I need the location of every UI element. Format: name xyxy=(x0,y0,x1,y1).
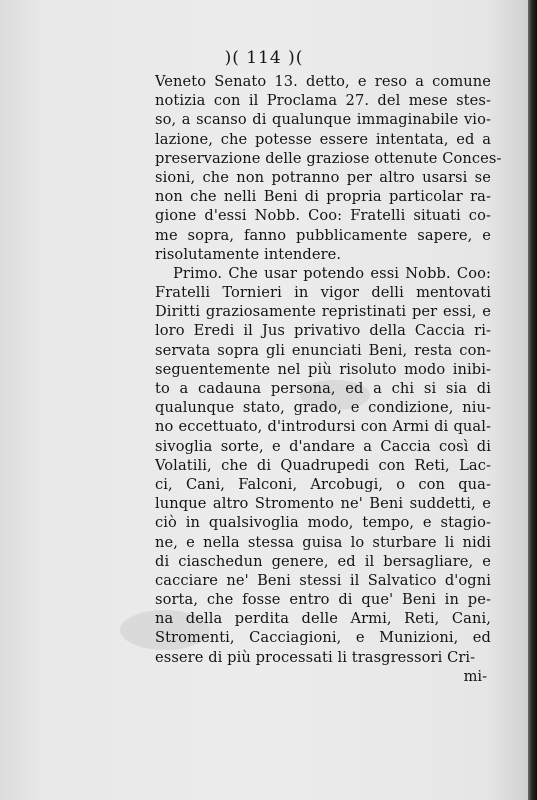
text-line: qualunque stato, grado, e condizione, niu- xyxy=(155,399,491,417)
text-line: non che nelli Beni di propria particolar ra- xyxy=(155,188,491,206)
text-line: notizia con il Proclama 27. del mese stes- xyxy=(155,92,491,110)
text-line: Diritti graziosamente repristinati per essi, e xyxy=(155,303,491,321)
text-line: risolutamente intendere. xyxy=(155,245,342,263)
text-line: ci, Cani, Falconi, Arcobugi, o con qua- xyxy=(155,475,491,493)
text-line: ne, e nella stessa guisa lo sturbare li nidi xyxy=(155,533,491,551)
text-line: Volatili, che di Quadrupedi con Reti, Lac- xyxy=(155,456,491,474)
page-edge-shadow xyxy=(528,0,537,800)
text-line: essere di più processati li trasgressori Cri- xyxy=(155,648,476,666)
text-line: sivoglia sorte, e d'andare a Caccia così di xyxy=(155,437,491,455)
text-line: loro Eredi il Jus privativo della Caccia ri- xyxy=(155,322,491,340)
page-header: )( 114 )( xyxy=(224,48,304,68)
text-line: to a cadauna persona, ed a chi si sia di xyxy=(155,380,491,397)
text-line: lazione, che potesse essere intentata, ed a xyxy=(155,130,491,148)
catchword: mi- xyxy=(463,667,487,685)
text-line: lunque altro Stromento ne' Beni suddetti, e xyxy=(155,495,491,513)
text-line: me sopra, fanno pubblicamente sapere, e xyxy=(155,226,491,244)
text-body xyxy=(155,72,502,686)
text-line: di ciaschedun genere, ed il bersagliare, e xyxy=(155,552,491,570)
text-line: so, a scanso di qualunque immaginabile vio- xyxy=(155,111,491,129)
text-line: Fratelli Tornieri in vigor delli mentovati xyxy=(155,284,491,302)
text-line: Stromenti, Cacciagioni, e Munizioni, ed xyxy=(155,629,491,647)
text-line: preservazione delle graziose ottenute Conces- xyxy=(155,149,502,167)
text-line: sioni, che non potranno per altro usarsi se xyxy=(155,168,491,186)
text-line: servata sopra gli enunciati Beni, resta con- xyxy=(155,341,491,359)
text-line: na della perdita delle Armi, Reti, Cani, xyxy=(155,610,491,628)
text-line: Veneto Senato 13. detto, e reso a comune xyxy=(155,73,491,90)
text-line: gione d'essi Nobb. Coo: Fratelli situati co- xyxy=(155,207,491,225)
text-line: seguentemente nel più risoluto modo inibi- xyxy=(155,360,491,378)
text-line: cacciare ne' Beni stessi il Salvatico d'ogni xyxy=(155,571,491,589)
text-line: Primo. Che usar potendo essi Nobb. Coo: xyxy=(173,264,491,282)
text-line: ciò in qualsivoglia modo, tempo, e stagio- xyxy=(155,514,491,532)
text-line: no eccettuato, d'introdursi con Armi di qual- xyxy=(155,418,491,436)
text-line: sorta, che fosse entro di que' Beni in pe- xyxy=(155,591,491,609)
